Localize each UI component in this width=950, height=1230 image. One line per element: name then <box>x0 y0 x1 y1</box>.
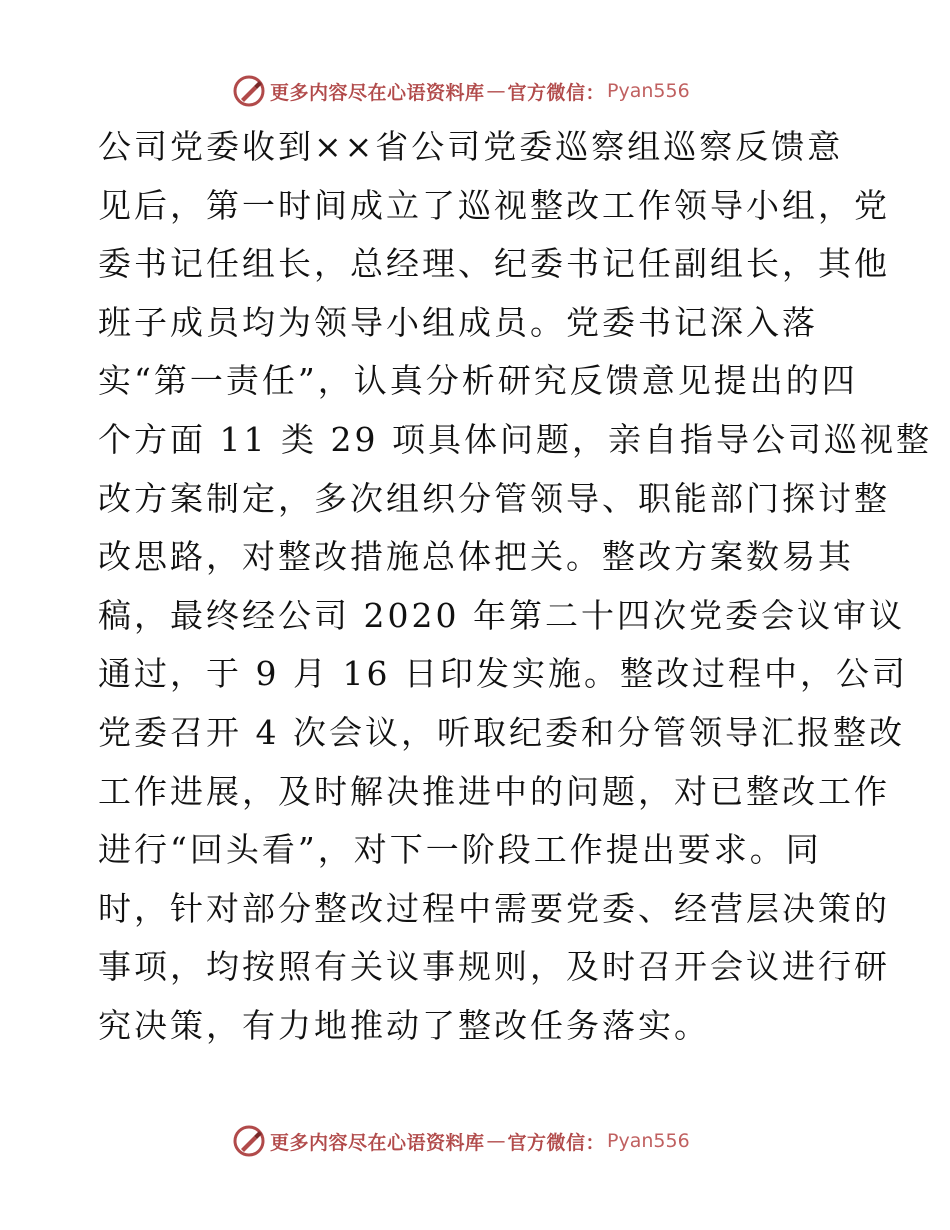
document-body <box>98 118 932 1056</box>
watermark-site-text: 更多内容尽在心语资料库 <box>270 81 485 104</box>
body-line: 时，针对部分整改过程中需要党委、经营层决策的 <box>98 888 890 928</box>
body-line: 班子成员均为领导小组成员。党委书记深入落 <box>98 302 818 342</box>
body-line: 稿，最终经公司 2020 年第二十四次党委会议审议 <box>98 595 905 635</box>
watermark-site-text: 更多内容尽在心语资料库 <box>270 1131 485 1154</box>
body-line: 改方案制定，多次组织分管领导、职能部门探讨整 <box>98 478 890 518</box>
watermark-separator: — <box>486 80 506 102</box>
watermark-contact-text: 官方微信： <box>507 1131 606 1154</box>
body-line: 事项，均按照有关议事规则，及时召开会议进行研 <box>98 947 890 987</box>
watermark-separator: — <box>486 1130 506 1152</box>
body-line: 党委召开 4 次会议，听取纪委和分管领导汇报整改 <box>98 712 905 752</box>
footer-watermark <box>232 1123 690 1159</box>
body-line: 进行“回头看”，对下一阶段工作提出要求。同 <box>98 830 822 870</box>
watermark-account: Pyan556 <box>607 1130 690 1152</box>
body-line: 通过，于 9 月 16 日印发实施。整改过程中，公司 <box>98 654 908 694</box>
body-line: 究决策，有力地推动了整改任务落实。 <box>98 1005 710 1045</box>
body-line: 工作进展，及时解决推进中的问题，对已整改工作 <box>98 771 890 811</box>
body-line: 委书记任组长，总经理、纪委书记任副组长，其他 <box>98 244 890 284</box>
body-line: 见后，第一时间成立了巡视整改工作领导小组，党 <box>98 185 890 225</box>
header-watermark <box>232 73 690 109</box>
watermark-contact-text: 官方微信： <box>507 81 606 104</box>
body-line: 个方面 11 类 29 项具体问题，亲自指导公司巡视整 <box>98 419 932 459</box>
body-line: 改思路，对整改措施总体把关。整改方案数易其 <box>98 537 854 577</box>
pen-logo-icon <box>232 1124 266 1158</box>
pen-logo-icon <box>232 74 266 108</box>
body-line: 公司党委收到××省公司党委巡察组巡察反馈意 <box>98 127 844 166</box>
body-line: 实“第一责任”，认真分析研究反馈意见提出的四 <box>98 361 858 401</box>
watermark-account: Pyan556 <box>607 80 690 102</box>
